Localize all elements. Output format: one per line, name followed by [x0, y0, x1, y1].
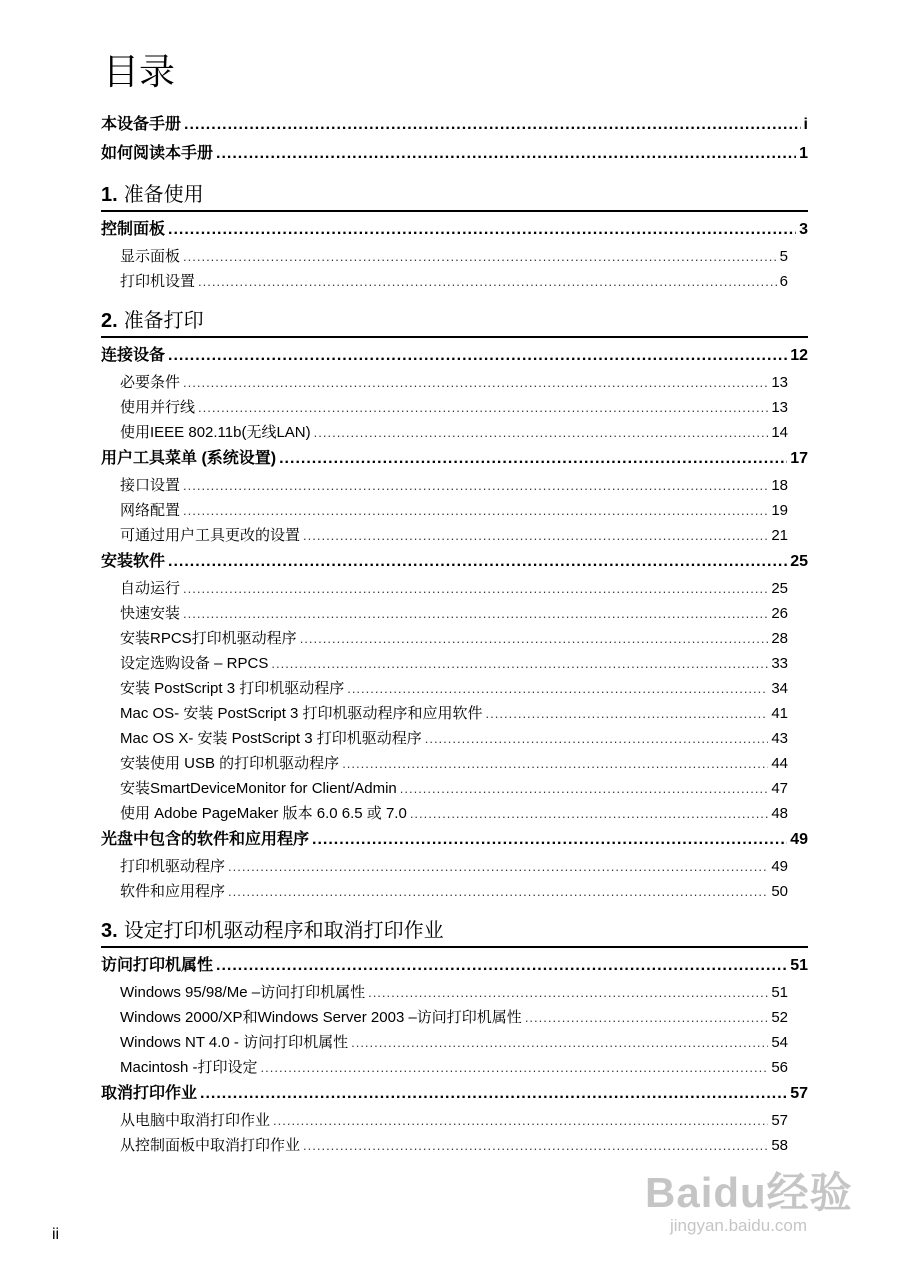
- toc-subentry[interactable]: [101, 726, 788, 751]
- entry-page-number: 14: [771, 424, 788, 441]
- entry-label: 设定选购设备 – RPCS: [120, 655, 269, 672]
- toc-subentry[interactable]: [101, 244, 788, 269]
- toc-subentry[interactable]: [101, 751, 788, 776]
- toc-subentry[interactable]: [101, 1108, 788, 1133]
- dot-leader: [410, 801, 769, 826]
- dot-leader: [525, 1005, 769, 1030]
- entry-label: [101, 952, 213, 980]
- dot-leader: [183, 498, 768, 523]
- baidu-watermark: [645, 1160, 853, 1236]
- entry-label-text: 取消打印作业: [101, 1085, 198, 1102]
- entry-page-number: 21: [771, 527, 788, 544]
- entry-label: [101, 445, 276, 473]
- entry-page-number: 3: [799, 221, 808, 238]
- entry-page-number: 5: [779, 248, 788, 265]
- entry-label-text: 用户工具菜单 (系统设置): [101, 450, 277, 467]
- entry-page-number: 13: [771, 374, 788, 391]
- entry-page-number: 17: [790, 450, 808, 467]
- dot-leader: [184, 110, 801, 139]
- entry-label-text: 如何阅读本手册: [101, 145, 214, 162]
- dot-leader: [486, 701, 769, 726]
- dot-leader: [216, 139, 796, 168]
- toc-subentry[interactable]: [101, 879, 788, 904]
- watermark-logo: Baidu经验: [645, 1169, 853, 1216]
- toc-subentry[interactable]: [101, 701, 788, 726]
- toc-subentry[interactable]: [101, 269, 788, 294]
- entry-page-number: 57: [771, 1112, 788, 1129]
- toc-entry[interactable]: [101, 548, 808, 576]
- entry-label: 安装RPCS打印机驱动程序: [120, 630, 297, 647]
- toc-entry[interactable]: [101, 1080, 808, 1108]
- toc-subentry[interactable]: [101, 776, 788, 801]
- entry-page-number: 43: [771, 730, 788, 747]
- toc-entry[interactable]: [101, 952, 808, 980]
- dot-leader: [228, 879, 768, 904]
- toc-subentry[interactable]: [101, 601, 788, 626]
- entry-label: 使用IEEE 802.11b(无线LAN): [120, 424, 311, 441]
- toc-entry[interactable]: [101, 110, 808, 139]
- dot-leader: [303, 1133, 768, 1158]
- toc-subentry[interactable]: [101, 1030, 788, 1055]
- entry-label: Mac OS- 安装 PostScript 3 打印机驱动程序和应用软件: [120, 705, 483, 722]
- dot-leader: [303, 523, 768, 548]
- entry-page-number: 50: [771, 883, 788, 900]
- entry-label-text: 连接设备: [101, 347, 166, 364]
- table-of-contents: [101, 110, 808, 1158]
- dot-leader: [168, 216, 796, 244]
- entry-page-number: 33: [771, 655, 788, 672]
- toc-subentry[interactable]: [101, 676, 788, 701]
- entry-page-number: 25: [771, 580, 788, 597]
- section-heading: [101, 916, 808, 948]
- entry-label: Windows 95/98/Me –访问打印机属性: [120, 984, 366, 1001]
- watermark-url: jingyan.baidu.com: [670, 1216, 808, 1235]
- entry-label: 接口设置: [120, 477, 181, 494]
- toc-subentry[interactable]: [101, 420, 788, 445]
- entry-page-number: 54: [771, 1034, 788, 1051]
- dot-leader: [228, 854, 768, 879]
- dot-leader: [216, 952, 787, 980]
- toc-subentry[interactable]: [101, 854, 788, 879]
- entry-label: 安装SmartDeviceMonitor for Client/Admin: [120, 780, 397, 797]
- entry-label: 安装 PostScript 3 打印机驱动程序: [120, 680, 345, 697]
- entry-label: [101, 1080, 197, 1108]
- entry-page-number: 6: [779, 273, 788, 290]
- entry-label: [101, 548, 165, 576]
- entry-page-number: i: [803, 116, 808, 133]
- toc-subentry[interactable]: [101, 980, 788, 1005]
- section-heading: [101, 306, 808, 338]
- dot-leader: [183, 601, 768, 626]
- entry-page-number: 47: [771, 780, 788, 797]
- entry-label-text: 安装软件: [101, 553, 166, 570]
- entry-page-number: 51: [790, 957, 808, 974]
- section-number: 2.: [101, 310, 118, 332]
- toc-subentry[interactable]: [101, 626, 788, 651]
- dot-leader: [200, 1080, 787, 1108]
- entry-page-number: 34: [771, 680, 788, 697]
- entry-page-number: 49: [771, 858, 788, 875]
- entry-page-number: 44: [771, 755, 788, 772]
- entry-label: 软件和应用程序: [120, 883, 226, 900]
- entry-label: 打印机设置: [120, 273, 196, 290]
- toc-subentry[interactable]: [101, 498, 788, 523]
- entry-label: [101, 110, 181, 139]
- toc-subentry[interactable]: [101, 1005, 788, 1030]
- entry-label: Mac OS X- 安装 PostScript 3 打印机驱动程序: [120, 730, 422, 747]
- entry-label: 使用并行线: [120, 399, 196, 416]
- dot-leader: [168, 548, 787, 576]
- entry-page-number: 52: [771, 1009, 788, 1026]
- toc-entry[interactable]: [101, 342, 808, 370]
- entry-page-number: 19: [771, 502, 788, 519]
- entry-page-number: 26: [771, 605, 788, 622]
- dot-leader: [168, 342, 787, 370]
- entry-page-number: 57: [790, 1085, 808, 1102]
- section-number: 3.: [101, 920, 118, 942]
- toc-subentry[interactable]: [101, 1055, 788, 1080]
- entry-page-number: 1: [799, 145, 808, 162]
- dot-leader: [279, 445, 787, 473]
- entry-label: 使用 Adobe PageMaker 版本 6.0 6.5 或 7.0: [120, 805, 407, 822]
- toc-entry[interactable]: [101, 826, 808, 854]
- dot-leader: [183, 576, 768, 601]
- entry-label: [101, 342, 165, 370]
- entry-label: [101, 826, 309, 854]
- section-number: 1.: [101, 184, 118, 206]
- dot-leader: [425, 726, 769, 751]
- section-heading: [101, 180, 808, 212]
- entry-page-number: 41: [771, 705, 788, 722]
- entry-page-number: 58: [771, 1137, 788, 1154]
- dot-leader: [351, 1030, 768, 1055]
- entry-label-text: 访问打印机属性: [101, 957, 214, 974]
- entry-label: [101, 216, 165, 244]
- entry-label: 安装使用 USB 的打印机驱动程序: [120, 755, 340, 772]
- entry-label: 从控制面板中取消打印作业: [120, 1137, 301, 1154]
- dot-leader: [342, 751, 768, 776]
- section-title: 准备打印: [123, 310, 204, 332]
- toc-subentry[interactable]: [101, 576, 788, 601]
- toc-subentry[interactable]: [101, 801, 788, 826]
- entry-page-number: 13: [771, 399, 788, 416]
- section-title: 准备使用: [123, 184, 204, 206]
- toc-entry[interactable]: [101, 216, 808, 244]
- dot-leader: [368, 980, 768, 1005]
- dot-leader: [271, 651, 768, 676]
- dot-leader: [183, 370, 768, 395]
- dot-leader: [273, 1108, 768, 1133]
- entry-label: Macintosh -打印设定: [120, 1059, 258, 1076]
- entry-page-number: 51: [771, 984, 788, 1001]
- toc-subentry[interactable]: [101, 651, 788, 676]
- toc-subentry[interactable]: [101, 1133, 788, 1158]
- entry-page-number: 12: [790, 347, 808, 364]
- dot-leader: [400, 776, 769, 801]
- entry-label: 从电脑中取消打印作业: [120, 1112, 271, 1129]
- dot-leader: [198, 395, 768, 420]
- dot-leader: [183, 473, 768, 498]
- entry-page-number: 56: [771, 1059, 788, 1076]
- dot-leader: [312, 826, 787, 854]
- entry-label: 可通过用户工具更改的设置: [120, 527, 301, 544]
- toc-entry[interactable]: [101, 139, 808, 168]
- dot-leader: [198, 269, 777, 294]
- entry-label: 自动运行: [120, 580, 181, 597]
- toc-subentry[interactable]: [101, 523, 788, 548]
- toc-subentry[interactable]: [101, 370, 788, 395]
- entry-page-number: 49: [790, 831, 808, 848]
- entry-label: 网络配置: [120, 502, 181, 519]
- entry-label: Windows NT 4.0 - 访问打印机属性: [120, 1034, 349, 1051]
- dot-leader: [300, 626, 769, 651]
- dot-leader: [261, 1055, 769, 1080]
- toc-entry[interactable]: [101, 445, 808, 473]
- entry-page-number: 48: [771, 805, 788, 822]
- toc-subentry[interactable]: [101, 395, 788, 420]
- entry-label-text: 光盘中包含的软件和应用程序: [101, 831, 310, 848]
- entry-label: Windows 2000/XP和Windows Server 2003 –访问打印机属性: [120, 1009, 522, 1026]
- entry-label-text: 控制面板: [101, 221, 166, 238]
- entry-page-number: 28: [771, 630, 788, 647]
- entry-label: 快速安装: [120, 605, 181, 622]
- dot-leader: [183, 244, 777, 269]
- entry-label: 打印机驱动程序: [120, 858, 226, 875]
- page-number: ii: [52, 1226, 60, 1243]
- section-title: 设定打印机驱动程序和取消打印作业: [123, 920, 444, 942]
- entry-page-number: 25: [790, 553, 808, 570]
- dot-leader: [347, 676, 768, 701]
- page-title: 目录: [103, 52, 176, 93]
- toc-subentry[interactable]: [101, 473, 788, 498]
- entry-label: [101, 139, 213, 168]
- entry-page-number: 18: [771, 477, 788, 494]
- entry-label: 必要条件: [120, 374, 181, 391]
- entry-label-text: 本设备手册: [101, 116, 182, 133]
- entry-label: 显示面板: [120, 248, 181, 265]
- dot-leader: [314, 420, 769, 445]
